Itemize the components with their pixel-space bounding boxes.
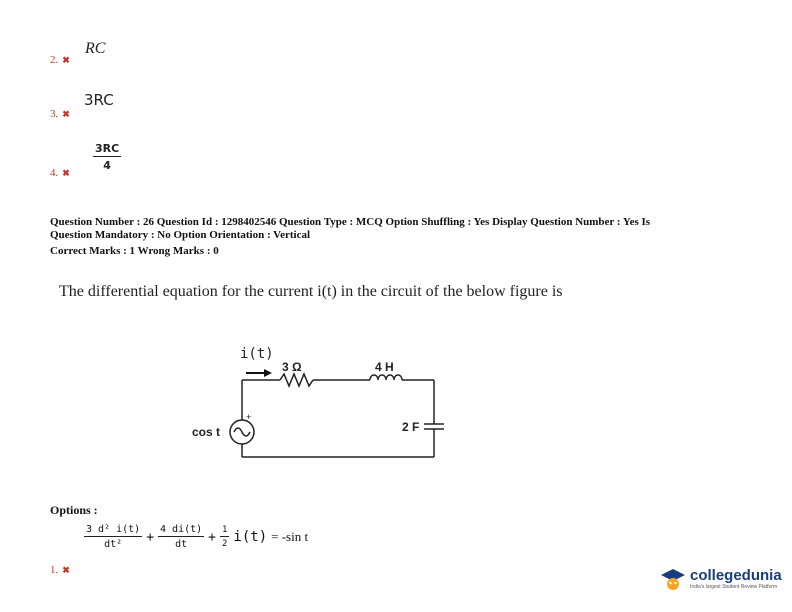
question-text: The differential equation for the current i(t) in the circuit of the below figure is [59,283,563,300]
option-number: 4. [50,167,59,179]
cross-icon: ✖ [62,168,70,178]
current-arrow [246,369,272,377]
source-label: cos t [192,425,221,439]
polarity-plus: + [246,412,252,422]
question-meta [50,216,750,258]
inductor-label: 4 H [375,360,394,374]
option-number: 2. [50,54,59,66]
term2-numerator: 4 di(t) [160,524,203,535]
equation-rhs: = -sin t [271,529,309,544]
term3-numerator: 1 [222,525,228,535]
meta-line-2: Question Mandatory : No Option Orientation : Vertical [50,229,311,241]
resistor-symbol [280,374,313,386]
option-2 [50,50,70,68]
option-1-equation [84,524,308,550]
option-2-text: RC [85,40,106,57]
option-1 [50,560,70,578]
graduation-cap-icon [660,566,686,592]
meta-line-3: Correct Marks : 1 Wrong Marks : 0 [50,245,219,257]
option-4 [50,163,70,181]
circuit-diagram [180,340,480,490]
fraction-numerator: 3RC [95,142,120,155]
term3-variable: i(t) [233,529,268,545]
collegedunia-logo [660,566,782,592]
cross-icon: ✖ [62,565,70,575]
meta-line-1: Question Number : 26 Question Id : 1298402546 Question Type : MCQ Option Shuffling : Yes Display Question Number : Yes Is [50,216,651,228]
capacitor-label: 2 F [402,420,420,434]
resistor-label: 3 Ω [282,360,302,374]
logo-name: collegedunia [690,567,782,584]
cross-icon: ✖ [62,109,70,119]
option-3-text: 3RC [84,91,114,109]
options-label: Options : [50,503,98,517]
plus-sign: + [208,529,216,545]
fraction-denominator: 4 [103,159,111,172]
cross-icon: ✖ [62,55,70,65]
option-number: 3. [50,108,59,120]
term1-numerator: 3 d² i(t) [86,524,141,535]
logo-tagline: India's largest Student Review Platform [690,584,778,590]
term2-denominator: dt [175,539,188,550]
option-number: 1. [50,564,59,576]
option-3 [50,104,70,122]
term1-denominator: dt² [104,539,123,550]
plus-sign: + [146,529,155,545]
current-label: i(t) [240,346,274,362]
term3-denominator: 2 [222,539,228,549]
inductor-symbol [370,375,402,380]
option-4-fraction [93,142,121,172]
